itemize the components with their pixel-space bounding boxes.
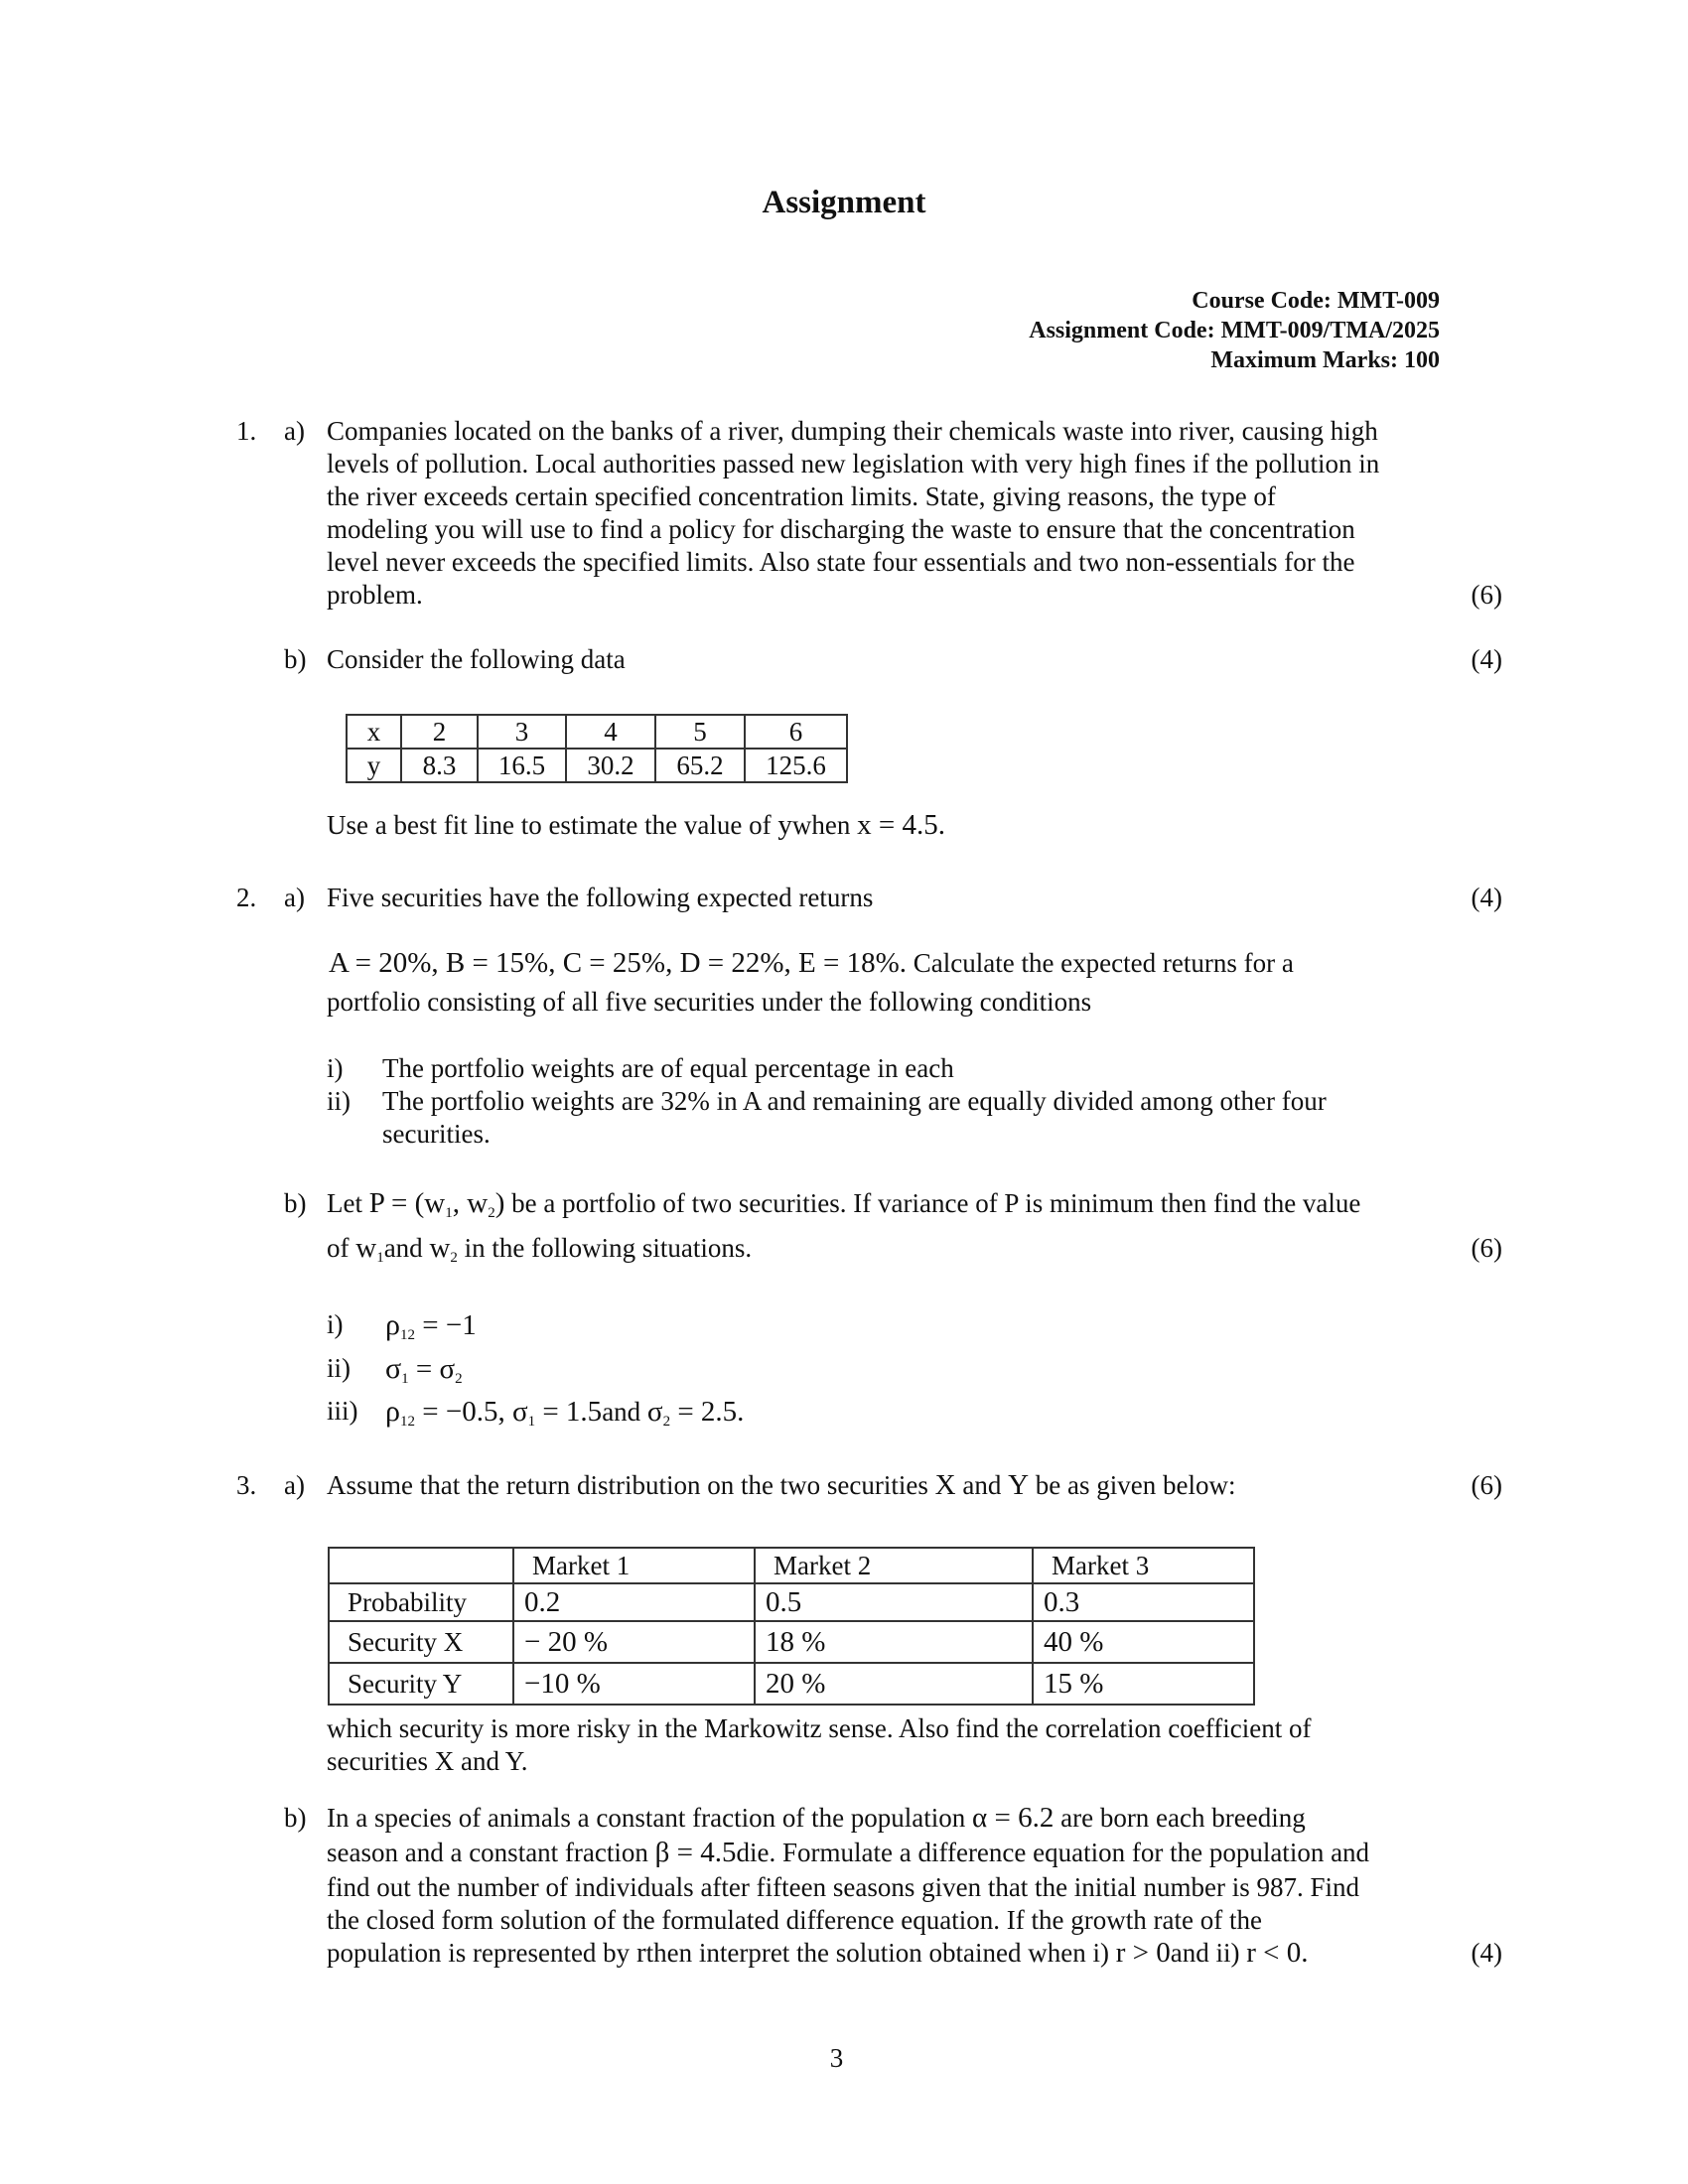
text: Calculate the expected returns for a: [913, 948, 1294, 978]
rho-symbol: ρ: [385, 1308, 400, 1341]
marks-badge: (6): [1471, 1233, 1502, 1263]
subscript: 2: [450, 1250, 458, 1266]
math: = −1: [414, 1309, 477, 1341]
math: ): [494, 1187, 505, 1219]
q2a-intro: Five securities have the following expected returns: [327, 883, 874, 912]
condition-text-cont: securities.: [382, 1119, 491, 1149]
question-number: 1.: [236, 416, 257, 446]
condition-label: ii): [327, 1086, 351, 1116]
text: are born each breeding: [1060, 1803, 1306, 1833]
text-line: which security is more risky in the Markowitz sense. Also find the correlation coefficient of: [327, 1713, 1312, 1743]
table-cell: 0.2: [513, 1583, 755, 1621]
table-cell: −10 %: [513, 1663, 755, 1705]
math-var: y: [777, 809, 792, 841]
text: Use a best fit line to estimate the value of: [327, 810, 772, 840]
q1b-question: [327, 809, 945, 842]
table-cell: 4: [566, 715, 655, 749]
text: and: [602, 1397, 641, 1427]
situation-label: iii): [327, 1396, 358, 1426]
text: be as given below:: [1035, 1470, 1236, 1500]
q3b-line1: [327, 1802, 1306, 1835]
text: when: [791, 810, 851, 840]
sigma-symbol: σ: [385, 1352, 402, 1385]
subscript: 12: [399, 1327, 415, 1343]
table-header: [329, 1548, 513, 1583]
q3b-line5: [327, 1937, 1309, 1970]
table-cell: 3: [478, 715, 566, 749]
marks-badge: (6): [1471, 580, 1502, 610]
text-line: levels of pollution. Local authorities passed new legislation with very high fines if the pollution in: [327, 449, 1380, 478]
text: and ii): [1170, 1938, 1240, 1968]
text-line: the river exceeds certain specified concentration limits. State, giving reasons, the type of: [327, 481, 1276, 511]
text-line: problem.: [327, 580, 423, 610]
table-cell: 125.6: [745, 749, 847, 782]
q3b-line3: find out the number of individuals after fifteen seasons given that the initial number is 987. Find: [327, 1872, 1360, 1902]
table-cell: 30.2: [566, 749, 655, 782]
part-label: b): [284, 644, 307, 674]
marks-badge: (6): [1471, 1470, 1502, 1500]
maximum-marks: Maximum Marks: 100: [1210, 347, 1440, 373]
situation-math: [385, 1308, 477, 1342]
table-cell: Security X: [329, 1621, 513, 1663]
math-eq: A = 20%, B = 15%, C = 25%, D = 22%, E = 18%.: [329, 947, 907, 979]
table-cell: 18 %: [755, 1621, 1033, 1663]
math-var: X: [934, 1469, 956, 1501]
subscript: 2: [662, 1414, 671, 1430]
text: die. Formulate a difference equation for the population and: [736, 1838, 1370, 1867]
course-code: Course Code: MMT-009: [1192, 288, 1440, 314]
text-line: Companies located on the banks of a river, dumping their chemicals waste into river, causing high: [327, 416, 1378, 446]
math-var: Y: [1008, 1469, 1030, 1501]
text: and: [962, 1470, 1002, 1500]
condition-text: The portfolio weights are of equal percentage in each: [382, 1053, 954, 1083]
question-number: 3.: [236, 1470, 257, 1500]
portfolio-math: [369, 1187, 505, 1219]
table-cell: 65.2: [655, 749, 745, 782]
table-cell: 2: [401, 715, 478, 749]
part-label: b): [284, 1188, 307, 1218]
text: be a portfolio of two securities. If variance of P is minimum then find the value: [511, 1188, 1361, 1218]
subscript: 1: [376, 1250, 384, 1266]
table-cell: 20 %: [755, 1663, 1033, 1705]
part-label: a): [284, 416, 305, 446]
condition-label: i): [327, 1053, 344, 1083]
q1b-intro: Consider the following data: [327, 644, 626, 674]
situation-math: [385, 1395, 744, 1429]
situation-label: ii): [327, 1353, 351, 1383]
math: , w: [452, 1187, 489, 1219]
table-cell: 15 %: [1033, 1663, 1254, 1705]
returns-line: [329, 947, 1294, 980]
text: Let: [327, 1188, 362, 1218]
q1a-text: [327, 415, 1379, 612]
text-line: securities X and Y.: [327, 1746, 528, 1776]
subscript: 1: [401, 1371, 409, 1387]
math-eq: r > 0: [1115, 1937, 1171, 1969]
return-distribution-table: [328, 1547, 1255, 1706]
text: population is represented by: [327, 1938, 631, 1968]
math-var: r: [635, 1937, 646, 1969]
q2b-line1: [327, 1187, 1360, 1220]
page-title: Assignment: [762, 185, 926, 220]
table-cell: y: [347, 749, 401, 782]
beta-eq: β = 4.5: [654, 1837, 737, 1868]
math: w: [429, 1232, 451, 1264]
q3b-line2: [327, 1837, 1369, 1869]
subscript: 1: [445, 1205, 453, 1221]
marks-badge: (4): [1471, 644, 1502, 674]
math-eq: r < 0.: [1246, 1937, 1309, 1969]
table-cell: − 20 %: [513, 1621, 755, 1663]
text: and: [383, 1233, 423, 1263]
subscript: 1: [527, 1414, 536, 1430]
table-cell: 16.5: [478, 749, 566, 782]
data-table: [346, 714, 848, 783]
math: = σ: [408, 1353, 456, 1385]
rho-symbol: ρ: [385, 1395, 400, 1428]
subscript: 2: [455, 1371, 463, 1387]
text-line: level never exceeds the specified limits. Also state four essentials and two non-essentials for the: [327, 547, 1355, 577]
table-cell: 8.3: [401, 749, 478, 782]
table-cell: x: [347, 715, 401, 749]
text: then interpret the solution obtained when i): [645, 1938, 1109, 1968]
text-line: modeling you will use to find a policy for discharging the waste to ensure that the concentration: [327, 514, 1355, 544]
situation-label: i): [327, 1309, 344, 1339]
question-number: 2.: [236, 883, 257, 912]
alpha-eq: α = 6.2: [972, 1802, 1055, 1834]
table-header: Market 2: [755, 1548, 1033, 1583]
situation-math: [385, 1352, 463, 1386]
table-cell: 40 %: [1033, 1621, 1254, 1663]
q2b-line2: [327, 1232, 752, 1265]
math: w: [355, 1232, 377, 1264]
text: season and a constant fraction: [327, 1838, 648, 1867]
q2a-line2: portfolio consisting of all five securities under the following conditions: [327, 987, 1092, 1017]
table-header: Market 1: [513, 1548, 755, 1583]
text: Assume that the return distribution on the two securities: [327, 1470, 928, 1500]
table-cell: 6: [745, 715, 847, 749]
marks-badge: (4): [1471, 1938, 1502, 1968]
subscript: 12: [399, 1414, 415, 1430]
table-cell: 0.5: [755, 1583, 1033, 1621]
math-eq: x = 4.5.: [857, 809, 945, 841]
math: σ: [646, 1396, 663, 1428]
table-cell: Probability: [329, 1583, 513, 1621]
q3a-intro: [327, 1469, 1236, 1502]
assignment-code: Assignment Code: MMT-009/TMA/2025: [1029, 318, 1440, 343]
table-cell: 0.3: [1033, 1583, 1254, 1621]
text: In a species of animals a constant fraction of the population: [327, 1803, 966, 1833]
math: = 2.5.: [670, 1396, 745, 1428]
q3b-line4: the closed form solution of the formulated difference equation. If the growth rate of the: [327, 1905, 1262, 1935]
q3a-follow: [327, 1712, 1312, 1778]
part-label: a): [284, 883, 305, 912]
page-number: 3: [829, 2043, 844, 2073]
text: in the following situations.: [464, 1233, 753, 1263]
math: = −0.5, σ: [414, 1396, 528, 1428]
part-label: b): [284, 1803, 307, 1833]
table-header: Market 3: [1033, 1548, 1254, 1583]
condition-text: The portfolio weights are 32% in A and remaining are equally divided among other four: [382, 1086, 1327, 1116]
text: of: [327, 1233, 350, 1263]
math: = 1.5: [535, 1396, 603, 1428]
table-cell: 5: [655, 715, 745, 749]
part-label: a): [284, 1470, 305, 1500]
table-cell: Security Y: [329, 1663, 513, 1705]
math: P = (w: [368, 1187, 446, 1219]
subscript: 2: [488, 1205, 495, 1221]
marks-badge: (4): [1471, 883, 1502, 912]
